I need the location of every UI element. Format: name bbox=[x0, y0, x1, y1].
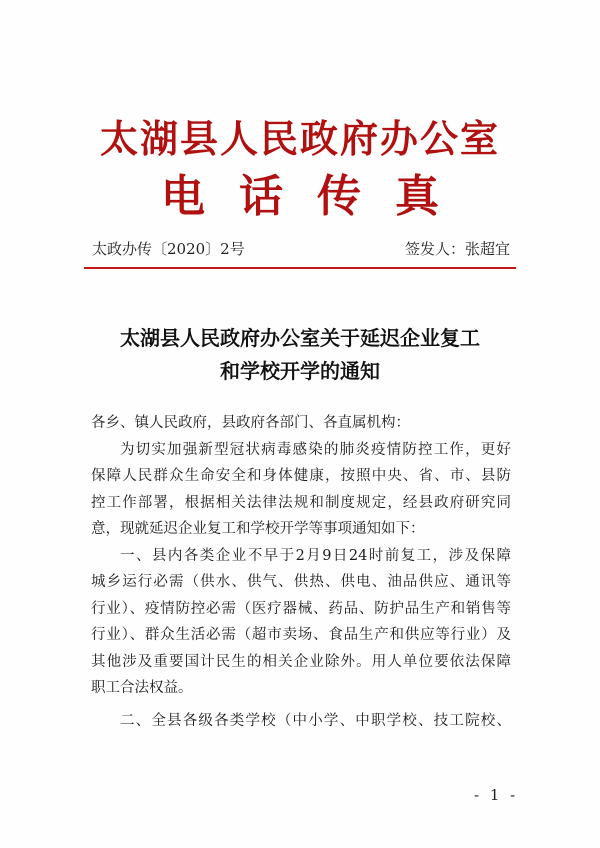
page-number: - 1 - bbox=[474, 786, 519, 804]
body-line: 其他涉及重要国计民生的相关企业除外。用人单位要依法保障 bbox=[91, 653, 511, 670]
body-line: 城乡运行必需（供水、供气、供热、供电、油品供应、通讯等 bbox=[91, 574, 511, 590]
body-line: 保障人民群众生命安全和身体健康，按照中央、省、市、县防 bbox=[91, 468, 511, 484]
notice-title-line-2: 和学校开学的通知 bbox=[220, 359, 380, 383]
body-line: 职工合法权益。 bbox=[91, 680, 193, 696]
salutation: 各乡、镇人民政府，县政府各部门、各直属机构： bbox=[91, 415, 410, 431]
body-line: 行业）、疫情防控必需（医疗器械、药品、防护品生产和销售等 bbox=[91, 600, 511, 617]
body-line: 控工作部署，根据相关法律法规和制度规定，经县政府研究同 bbox=[91, 494, 511, 511]
body-line: 二、全县各级各类学校（中小学、中职学校、技工院校、 bbox=[120, 712, 511, 729]
red-divider-line bbox=[84, 267, 516, 269]
body-line: 行业）、群众生活必需（超市卖场、食品生产和供应等行业）及 bbox=[91, 627, 511, 643]
notice-title-line-1: 太湖县人民政府办公室关于延迟企业复工 bbox=[120, 326, 480, 350]
signer: 签发人：张超宜 bbox=[404, 240, 510, 258]
issuing-office-name: 太湖县人民政府办公室 bbox=[99, 116, 500, 161]
body-line: 一、县内各类企业不早于2月9日24时前复工，涉及保障 bbox=[120, 547, 511, 564]
body-line: 为切实加强新型冠状病毒感染的肺炎疫情防控工作，更好 bbox=[120, 441, 511, 458]
notice-body bbox=[91, 410, 511, 734]
body-line: 意，现就延迟企业复工和学校开学等事项通知如下： bbox=[91, 521, 425, 537]
document-type-heading: 电话传真 bbox=[161, 171, 473, 222]
document-number: 太政办传〔2020〕2号 bbox=[92, 240, 245, 258]
